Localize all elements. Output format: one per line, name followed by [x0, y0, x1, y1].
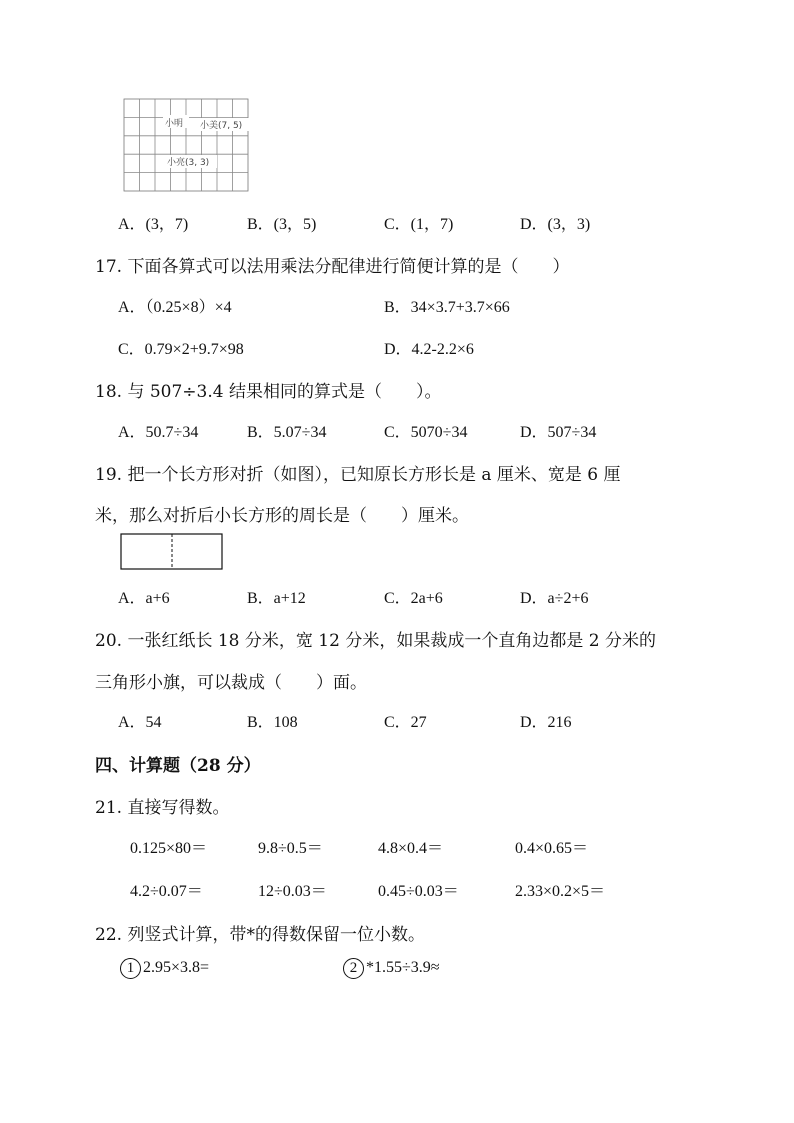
q17-option-a[interactable]: A．（0.25×8）×4 [118, 299, 232, 316]
section-4-title: 四、计算题（28 分） [95, 756, 261, 776]
q21-item-7: 0.45÷0.03＝ [378, 883, 459, 900]
q21-item-1: 0.125×80＝ [130, 840, 208, 857]
q18-option-c[interactable]: C．5070÷34 [384, 424, 468, 441]
q22-item-2-expr: *1.55÷3.9≈ [366, 959, 440, 977]
q20-stem-line2: 三角形小旗，可以裁成（ ）面。 [95, 673, 367, 693]
q18-option-b[interactable]: B．5.07÷34 [247, 424, 327, 441]
q20-option-d[interactable]: D．216 [520, 714, 572, 731]
circled-number-1: 1 [120, 958, 141, 979]
q20-option-b[interactable]: B．108 [247, 714, 298, 731]
q19-option-d[interactable]: D．a÷2+6 [520, 590, 589, 607]
q19-stem-line2: 米，那么对折后小长方形的周长是（ ）厘米。 [95, 506, 469, 526]
q21-item-3: 4.8×0.4＝ [378, 840, 444, 857]
q19-stem-line1: 19. 把一个长方形对折（如图），已知原长方形长是 a 厘米、宽是 6 厘 [95, 465, 621, 485]
q18-stem: 18. 与 507÷3.4 结果相同的算式是（ ）。 [95, 382, 442, 402]
q19-option-a[interactable]: A．a+6 [118, 590, 170, 607]
q17-option-b[interactable]: B．34×3.7+3.7×66 [384, 299, 510, 316]
q16-option-c[interactable]: C．(1，7) [384, 216, 454, 233]
q21-item-6: 12÷0.03＝ [258, 883, 327, 900]
q16-option-b[interactable]: B．(3，5) [247, 216, 317, 233]
q16-option-a[interactable]: A．(3，7) [118, 216, 189, 233]
q17-option-c[interactable]: C．0.79×2+9.7×98 [118, 341, 244, 358]
label-xiaoming: 小明 [165, 119, 184, 129]
q18-option-a[interactable]: A．50.7÷34 [118, 424, 199, 441]
q16-option-d[interactable]: D．(3，3) [520, 216, 591, 233]
q20-option-c[interactable]: C．27 [384, 714, 427, 731]
q22-item-2 [343, 958, 440, 979]
q21-item-5: 4.2÷0.07＝ [130, 883, 203, 900]
q19-option-c[interactable]: C．2a+6 [384, 590, 443, 607]
q22-item-1-expr: 2.95×3.8= [143, 959, 210, 977]
q19-option-b[interactable]: B．a+12 [247, 590, 306, 607]
coordinate-grid-figure [118, 96, 254, 194]
circled-number-2: 2 [343, 958, 364, 979]
q21-item-4: 0.4×0.65＝ [515, 840, 589, 857]
q22-stem: 22. 列竖式计算，带*的得数保留一位小数。 [95, 925, 425, 945]
q17-option-d[interactable]: D．4.2-2.2×6 [384, 341, 474, 358]
folded-rectangle-figure [120, 533, 224, 571]
q21-item-2: 9.8÷0.5＝ [258, 840, 323, 857]
q20-stem-line1: 20. 一张红纸长 18 分米，宽 12 分米，如果裁成一个直角边都是 2 分米的 [95, 631, 656, 651]
q20-option-a[interactable]: A．54 [118, 714, 162, 731]
label-xiaomei: 小美(7, 5) [200, 121, 243, 131]
q18-option-d[interactable]: D．507÷34 [520, 424, 597, 441]
q17-stem: 17. 下面各算式可以法用乘法分配律进行简便计算的是（ ） [95, 257, 570, 277]
q21-stem: 21. 直接写得数。 [95, 798, 230, 818]
label-xiaoliang: 小亮(3, 3) [167, 158, 210, 168]
q21-item-8: 2.33×0.2×5＝ [515, 883, 606, 900]
q22-item-1 [120, 958, 209, 979]
